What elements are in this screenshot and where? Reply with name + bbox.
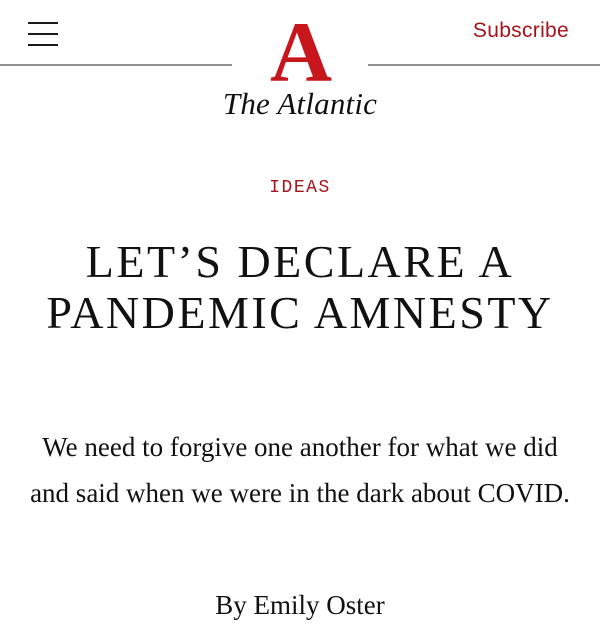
hamburger-menu-icon[interactable] (28, 22, 60, 48)
logo-wordmark[interactable]: The Atlantic (222, 86, 378, 121)
author-link[interactable]: Emily Oster (253, 590, 385, 620)
menu-line (28, 44, 58, 46)
article-headline: LET’S DECLARE A PANDEMIC AMNESTY (46, 236, 554, 338)
byline-prefix: By (215, 590, 247, 620)
byline (0, 590, 600, 621)
article-dek: We need to forgive one another for what we did and said when we were in the dark about COVID. (30, 432, 570, 508)
header-rule-right (368, 64, 600, 66)
header-rule-left (0, 64, 232, 66)
site-header (0, 0, 600, 128)
atlantic-logo-a-icon[interactable] (266, 10, 336, 88)
menu-line (28, 22, 58, 24)
section-label[interactable]: IDEAS (269, 178, 331, 198)
logo-letter: A (269, 10, 333, 88)
menu-line (28, 33, 58, 35)
subscribe-button[interactable]: Subscribe (472, 19, 569, 42)
